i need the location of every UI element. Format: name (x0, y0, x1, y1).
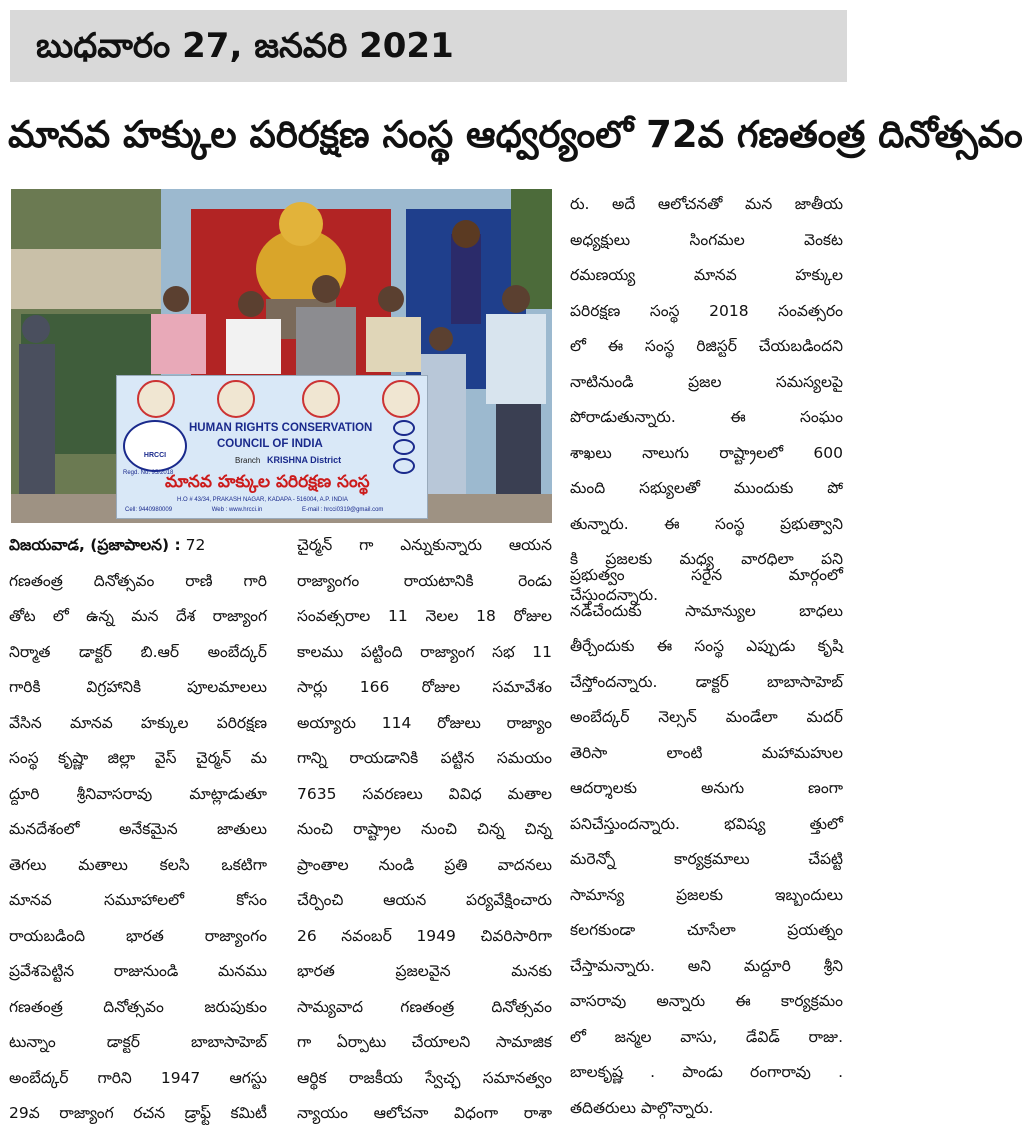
headline: మానవ హక్కుల పరిరక్షణ సంస్థ ఆధ్వర్యంలో 72వ గణతంత్ర దినోత్సవం (8, 113, 1023, 156)
article-line: ఆర్థిక రాజకీయ స్వేచ్ఛ సమానత్వం (297, 1068, 552, 1087)
banner-contact-phone: Cell: 9440980009 (125, 507, 173, 513)
article-line: లో ఈ సంస్థ రిజిస్టర్ చేయబడిందని (570, 337, 843, 355)
article-line: బాలకృష్ణ . పాండు రంగారావు . (570, 1063, 843, 1081)
article-line: నుంచి రాష్ట్రాల నుంచి చిన్న చిన్న (297, 820, 552, 838)
portrait-4 (382, 380, 420, 418)
portrait-1 (137, 380, 175, 418)
article-line: గా ఏర్పాటు చేయాలని సామాజిక (297, 1033, 552, 1051)
article-line (9, 528, 267, 564)
article-line: వాసరావు అన్నారు ఈ కార్యక్రమం (570, 992, 843, 1010)
banner-symbols (393, 420, 417, 472)
article-line: 7635 సవరణలు వివిధ మతాల (297, 784, 552, 803)
article-line: సార్లు 166 రోజుల సమావేశం (297, 678, 552, 696)
article-line: సంవత్సరాల 11 నెలల 18 రోజుల (297, 607, 552, 625)
article-line-text: 72 (180, 536, 206, 554)
article-line: రు. అదే ఆలోచనతో మన జాతీయ (570, 195, 843, 213)
article-line: తీర్చేందుకు ఈ సంస్థ ఎప్పుడు కృషి (570, 637, 843, 655)
article-line: గాన్ని రాయడానికి పట్టిన సమయం (297, 749, 552, 767)
banner-contact (125, 507, 421, 513)
banner-symbol-2 (393, 439, 415, 455)
article-line: కి ప్రజలకు మధ్య వారధిలా పని (570, 550, 843, 568)
banner-branch-value: KRISHNA District (267, 455, 342, 465)
article-line: పోరాడుతున్నారు. ఈ సంఘం (570, 408, 843, 426)
banner-address: H.O # 43/34, PRAKASH NAGAR, KADAPA - 516004, A.P. INDIA (177, 497, 348, 503)
banner-reg: Regd. No. 95/2018 (123, 470, 174, 476)
article-line: మానవ సమూహాలలో కోసం (9, 891, 267, 909)
article-line: రాయబడింది భారత రాజ్యాంగం (9, 926, 267, 945)
article-line: చేర్పించి ఆయన పర్యవేక్షించారు (297, 891, 552, 909)
banner-branch-label: Branch (235, 456, 261, 465)
banner-title-1: HUMAN RIGHTS CONSERVATION (189, 422, 373, 434)
article-line: ఆదర్శాలకు అనుగు ణంగా (570, 779, 843, 797)
article-column-right-bottom (570, 558, 843, 1126)
article-line: సామ్యవాద గణతంత్ర దినోత్సవం (297, 997, 552, 1016)
article-line: భారత ప్రజలవైన మనకు (297, 962, 552, 980)
article-column-middle (297, 528, 552, 1132)
article-column-left (9, 528, 267, 1132)
article-line: టున్నాం డాక్టర్ బాబాసాహెబ్ (9, 1033, 267, 1051)
article-line: రమణయ్య మానవ హక్కుల (570, 266, 843, 284)
portrait-3 (302, 380, 340, 418)
article-line: చేస్తుందన్నారు. (570, 585, 659, 604)
article-line: 26 నవంబర్ 1949 చివరిసారిగా (297, 926, 552, 945)
article-line: నాటినుండి ప్రజల సమస్యలపై (570, 372, 843, 391)
article-line: తదితరులు పాల్గొన్నారు. (570, 1098, 714, 1117)
article-line: మనదేశంలో అనేకమైన జాతులు (9, 820, 267, 838)
article-line: 29వ రాజ్యాంగ రచన డ్రాఫ్ట్ కమిటీ (9, 1104, 267, 1122)
article-line: మరెన్నో కార్యక్రమాలు చేపట్టి (570, 850, 843, 868)
article-line: అధ్యక్షులు సింగమల వెంకట (570, 230, 843, 249)
portrait-row (137, 380, 417, 418)
date-line: బుధవారం 27, జనవరి 2021 (36, 26, 454, 66)
article-dateline: విజయవాడ, (ప్రజాపాలన) : (9, 536, 181, 554)
article-line: తున్నారు. ఈ సంస్థ ప్రభుత్వాని (570, 514, 843, 533)
banner-contact-email: E-mail : hrcci0319@gmail.com (301, 507, 384, 513)
article-line: పరిరక్షణ సంస్థ 2018 సంవత్సరం (570, 301, 843, 320)
article-line: వేసిన మానవ హక్కుల పరిరక్షణ (9, 713, 267, 732)
article-line: చైర్మన్ గా ఎన్నుకున్నారు ఆయన (297, 536, 552, 554)
date-band (10, 10, 847, 82)
article-line: పనిచేస్తుందన్నారు. భవిష్య త్తులో (570, 814, 843, 833)
article-line: శాఖలు నాలుగు రాష్ట్రాలలో 600 (570, 443, 843, 462)
banner-telugu: మానవ హక్కుల పరిరక్షణ సంస్థ (165, 472, 370, 492)
article-line: కలగకుండా చూసేలా ప్రయత్నం (570, 921, 843, 939)
banner-contact-web: Web : www.hrcci.in (211, 507, 263, 513)
article-line: మంది సభ్యులతో ముందుకు పో (570, 479, 843, 497)
article-line: అంబేద్కర్ నెల్సన్ మండేలా మదర్ (570, 708, 843, 726)
article-line: చేస్తామన్నారు. అని మద్దూరి శ్రీని (570, 956, 843, 975)
article-line: కాలము పట్టింది రాజ్యాంగ సభ 11 (297, 642, 552, 661)
article-line: తెగలు మతాలు కలసి ఒకటిగా (9, 855, 267, 874)
article-line: సంస్థ కృష్ణా జిల్లా వైస్ చైర్మన్ మ (9, 749, 267, 767)
banner-symbol-3 (393, 458, 415, 474)
article-line: తెరిసా లాంటి మహామహుల (570, 743, 843, 762)
article-line: గారికి విగ్రహానికి పూలమాలలు (9, 678, 267, 696)
news-photo (11, 189, 552, 523)
banner-symbol-1 (393, 420, 415, 436)
article-line: ప్రభుత్వం సరైన మార్గంలో (570, 566, 843, 584)
article-line: న్యాయం ఆలోచనా విధంగా రాశా (297, 1104, 552, 1122)
banner-logo (123, 420, 187, 472)
article-line: అంబేద్కర్ గారిని 1947 ఆగస్టు (9, 1068, 267, 1087)
article-line: లో జన్మల వాసు, డేవిడ్ రాజు. (570, 1027, 843, 1046)
article-line: ద్దూరి శ్రీనివాసరావు మాట్లాడుతూ (9, 784, 267, 803)
article-line: రాజ్యాంగం రాయటానికి రెండు (297, 571, 552, 590)
article-line: ప్రాంతాల నుండి ప్రతి వాదనలు (297, 855, 552, 874)
article-line: గణతంత్ర దినోత్సవం జరుపుకుం (9, 997, 267, 1016)
banner (116, 375, 428, 519)
portrait-2 (217, 380, 255, 418)
banner-title-2: COUNCIL OF INDIA (217, 438, 323, 450)
article-line: తోట లో ఉన్న మన దేశ రాజ్యాంగ (9, 607, 267, 625)
article-line: ప్రవేశపెట్టిన రాజునుండి మనము (9, 962, 267, 980)
article-column-right-top (570, 187, 843, 613)
article-line: గణతంత్ర దినోత్సవం రాణి గారి (9, 571, 267, 590)
article-line: చేస్తోందన్నారు. డాక్టర్ బాబాసాహెబ్ (570, 672, 843, 691)
article-line: నడిచేందుకు సామాన్యుల బాధలు (570, 601, 843, 620)
article-line: అయ్యారు 114 రోజులు రాజ్యాం (297, 713, 552, 732)
article-line: నిర్మాత డాక్టర్ బి.ఆర్ అంబేద్కర్ (9, 642, 267, 661)
article-line: సామాన్య ప్రజలకు ఇబ్బందులు (570, 885, 843, 904)
banner-logo-text: HRCCI (143, 452, 167, 459)
